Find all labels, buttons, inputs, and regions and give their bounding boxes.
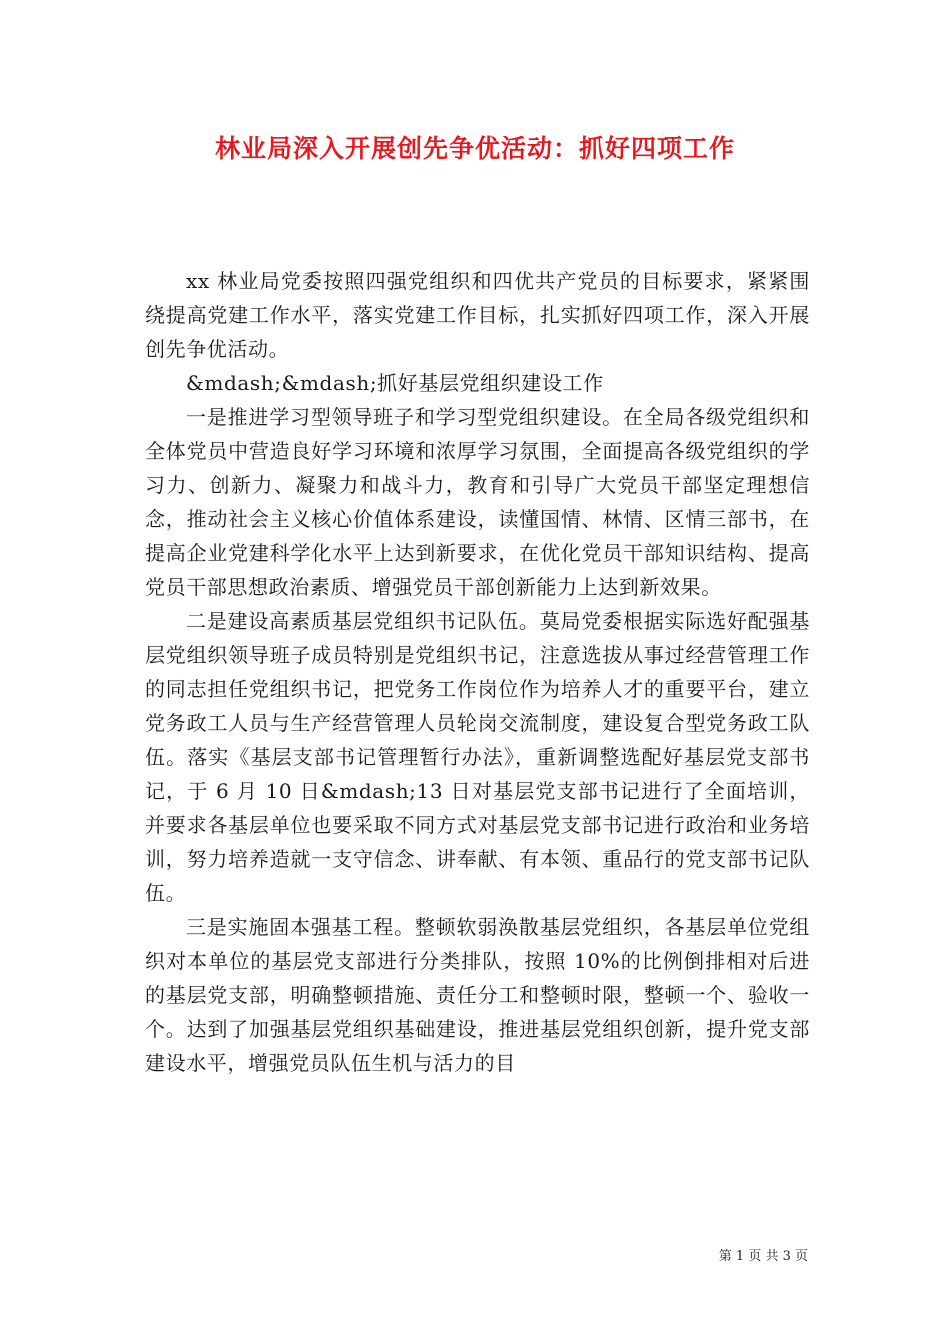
paragraph-point-two: 二是建设高素质基层党组织书记队伍。莫局党委根据实际选好配强基层党组织领导班子成员特别是党组织书记，注意选拔从事过经营管理工作的同志担任党组织书记，把党务工作岗位作为培养人才的重要平台，建立党务政工人员与生产经营管理人员轮岗交流制度，建设复合型党务政工队伍。落实《基层支部书记管理暂行办法》，重新调整选配好基层党支部书记，于 6 月 10 日&mdash;13 日对基层党支部书记进行了全面培训，并要求各基层单位也要采取不同方式对基层党支部书记进行政治和业务培训，努力培养造就一支守信念、讲奉献、有本领、重品行的党支部书记队伍。 bbox=[145, 609, 810, 905]
section-heading: &mdash;&mdash;抓好基层党组织建设工作 bbox=[186, 371, 604, 395]
page-number: 第 1 页 共 3 页 bbox=[718, 1249, 808, 1264]
paragraph-point-one: 一是推进学习型领导班子和学习型党组织建设。在全局各级党组织和全体党员中营造良好学习环境和浓厚学习氛围，全面提高各级党组织的学习力、创新力、凝聚力和战斗力，教育和引导广大党员干部坚定理想信念，推动社会主义核心价值体系建设，读懂国情、林情、区情三部书，在提高企业党建科学化水平上达到新要求，在优化党员干部知识结构、提高党员干部思想政治素质、增强党员干部创新能力上达到新效果。 bbox=[145, 405, 810, 599]
document-title: 林业局深入开展创先争优活动：抓好四项工作 bbox=[214, 134, 735, 163]
paragraph-intro: xx 林业局党委按照四强党组织和四优共产党员的目标要求，紧紧围绕提高党建工作水平，落实党建工作目标，扎实抓好四项工作，深入开展创先争优活动。 bbox=[145, 269, 810, 361]
document-body bbox=[145, 264, 810, 1080]
paragraph-point-three: 三是实施固本强基工程。整顿软弱涣散基层党组织，各基层单位党组织对本单位的基层党支部进行分类排队，按照 10%的比例倒排相对后进的基层党支部，明确整顿措施、责任分工和整顿时限，整顿一个、验收一个。达到了加强基层党组织基础建设，推进基层党组织创新，提升党支部建设水平，增强党员队伍生机与活力的目 bbox=[145, 915, 810, 1075]
